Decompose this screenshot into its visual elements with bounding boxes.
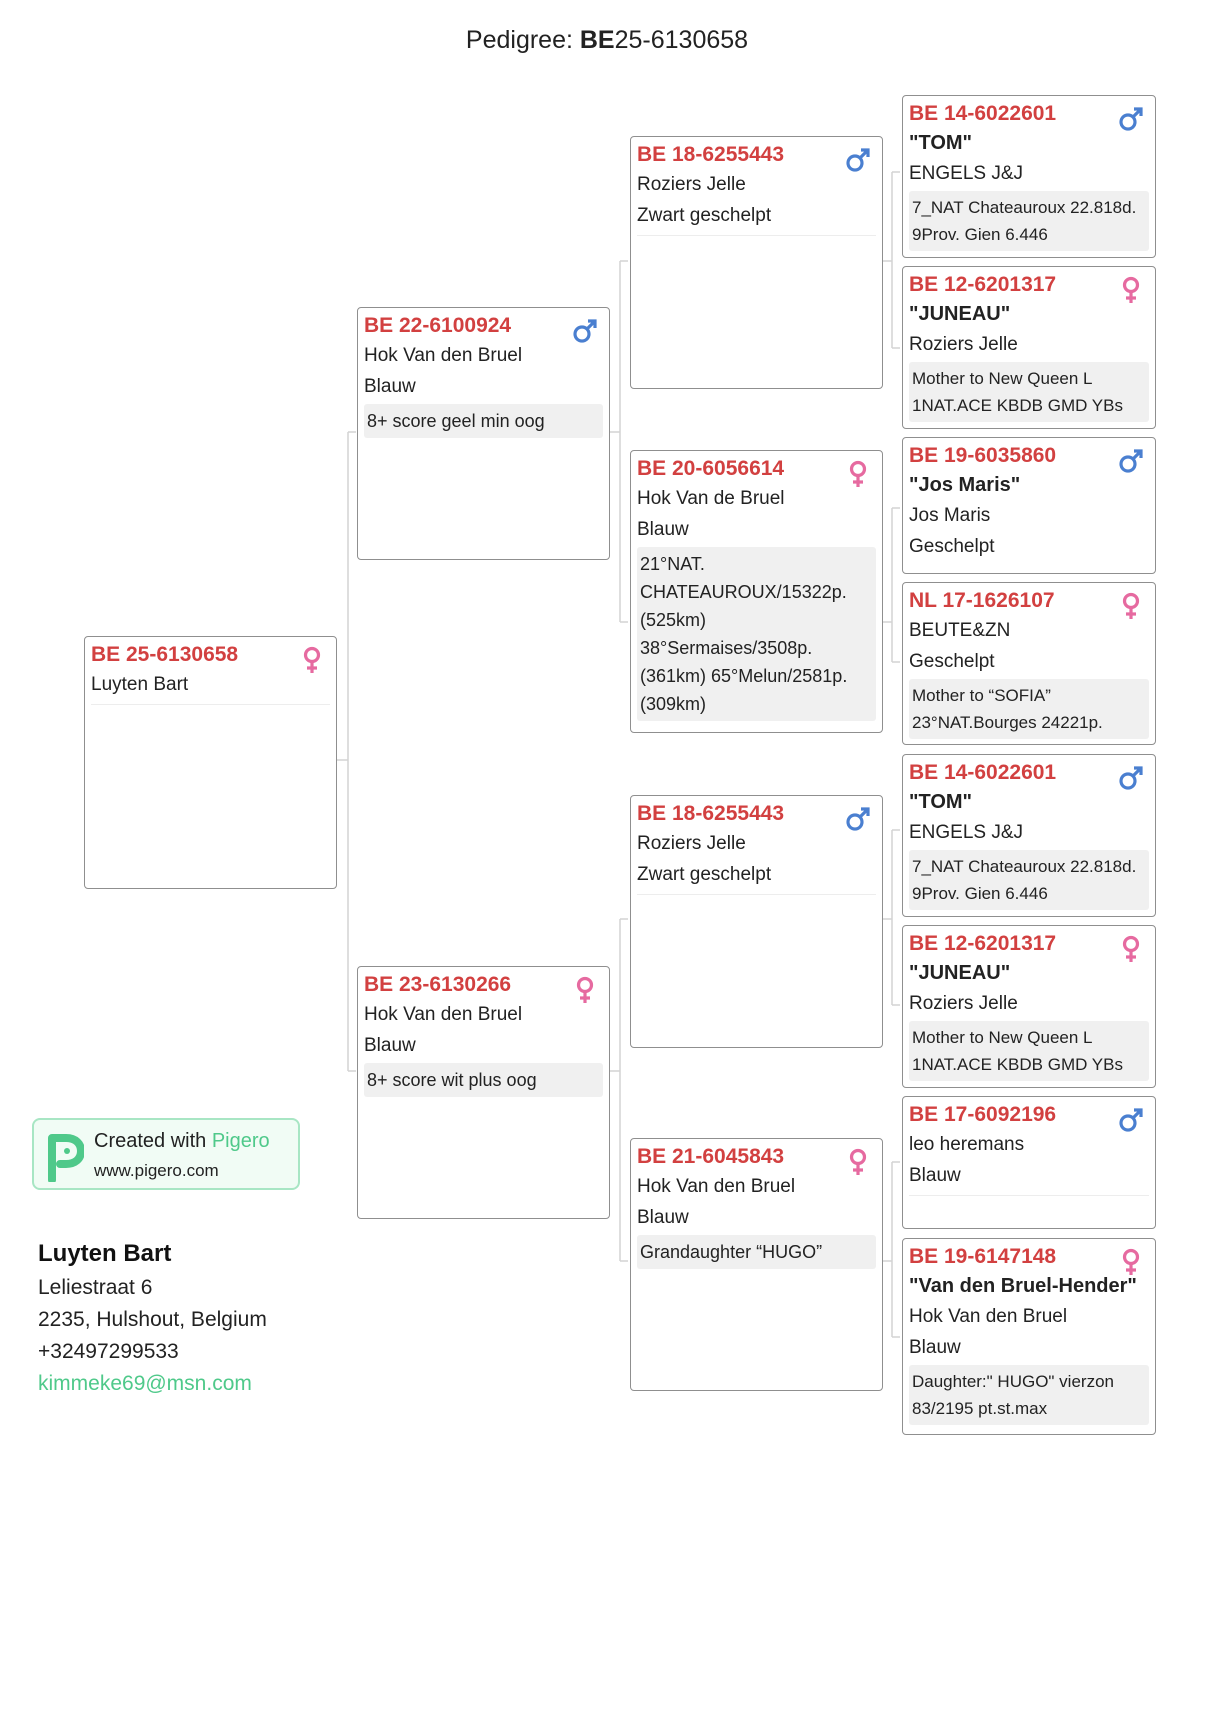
owner-line: Hok Van de Bruel (637, 488, 785, 509)
ggp-ssd-card[interactable] (902, 266, 1156, 429)
female-icon (1117, 934, 1145, 964)
owner-line: Roziers Jelle (909, 334, 1018, 355)
ring-number: BE 17-6092196 (909, 1103, 1057, 1126)
owner-phone: +32497299533 (38, 1340, 179, 1363)
color-line: Zwart geschelpt (637, 864, 772, 885)
sire-sire-card[interactable] (630, 136, 883, 389)
owner-line: ENGELS J&J (909, 163, 1024, 184)
page-title: Pedigree: BE25-6130658 (465, 26, 749, 54)
female-icon (571, 975, 599, 1005)
color-line: Blauw (364, 376, 416, 397)
owner-line: Roziers Jelle (637, 174, 746, 195)
divider (637, 894, 876, 895)
ring-number: BE 22-6100924 (364, 314, 512, 337)
divider (637, 235, 876, 236)
bird-name: "JUNEAU" (909, 303, 1011, 325)
male-icon (571, 316, 599, 346)
female-icon (1117, 1247, 1145, 1277)
male-icon (1117, 446, 1145, 476)
ring-number: BE 25-6130658 (91, 643, 239, 666)
owner-line: BEUTE&ZN (909, 620, 1011, 641)
owner-line: Hok Van den Bruel (637, 1176, 796, 1197)
color-line: Geschelpt (909, 651, 995, 672)
color-line: Blauw (637, 519, 689, 540)
owner-line: Hok Van den Bruel (364, 345, 523, 366)
note: Mother to New Queen L 1NAT.ACE KBDB GMD YBs (909, 362, 1149, 422)
subject-card[interactable] (84, 636, 337, 889)
bird-name: "Jos Maris" (909, 474, 1021, 496)
owner-line: ENGELS J&J (909, 822, 1024, 843)
ring-number: BE 19-6147148 (909, 1245, 1057, 1268)
female-icon (1117, 591, 1145, 621)
note: Mother to “SOFIA” 23°NAT.Bourges 24221p. (909, 679, 1149, 739)
bird-name: "Van den Bruel-Hender" (909, 1275, 1137, 1297)
ring-number: BE 14-6022601 (909, 761, 1057, 784)
female-icon (298, 645, 326, 675)
ring-number: BE 19-6035860 (909, 444, 1057, 467)
ring-number: BE 12-6201317 (909, 932, 1057, 955)
owner-line: Hok Van den Bruel (364, 1004, 523, 1025)
brand-link[interactable]: Pigero (211, 1130, 270, 1152)
ggp-ddd-card[interactable] (902, 1238, 1156, 1435)
bird-name: "TOM" (909, 132, 973, 154)
color-line: Geschelpt (909, 536, 995, 557)
ggp-dss-card[interactable] (902, 754, 1156, 917)
male-icon (1117, 763, 1145, 793)
dam-card[interactable] (357, 966, 610, 1219)
bird-name: "TOM" (909, 791, 973, 813)
ggp-sss-card[interactable] (902, 95, 1156, 258)
female-icon (1117, 275, 1145, 305)
divider (91, 704, 330, 705)
ring-number: BE 14-6022601 (909, 102, 1057, 125)
created-with-text: Created with Pigero (94, 1130, 270, 1152)
color-line: Blauw (909, 1337, 961, 1358)
ring-number: BE 21-6045843 (637, 1145, 785, 1168)
owner-line: leo heremans (909, 1134, 1025, 1155)
bird-name: "JUNEAU" (909, 962, 1011, 984)
dam-sire-card[interactable] (630, 795, 883, 1048)
owner-name: Luyten Bart (38, 1240, 172, 1267)
male-icon (1117, 1105, 1145, 1135)
owner-line: Roziers Jelle (909, 993, 1018, 1014)
note: 21°NAT. CHATEAUROUX/15322p.(525km) 38°Sermaises/3508p.(361km) 65°Melun/2581p.(309km) (637, 547, 876, 721)
dam-dam-card[interactable] (630, 1138, 883, 1391)
ggp-dsd-card[interactable] (902, 925, 1156, 1088)
owner-email-link[interactable]: kimmeke69@msn.com (38, 1372, 252, 1395)
ring-number: BE 12-6201317 (909, 273, 1057, 296)
male-icon (844, 145, 872, 175)
ggp-sds-card[interactable] (902, 437, 1156, 574)
note: 8+ score wit plus oog (364, 1063, 603, 1097)
note: 7_NAT Chateauroux 22.818d. 9Prov. Gien 6.446 (909, 850, 1149, 910)
color-line: Zwart geschelpt (637, 205, 772, 226)
note: 8+ score geel min oog (364, 404, 603, 438)
owner-city: 2235, Hulshout, Belgium (38, 1308, 267, 1331)
ring-number: BE 18-6255443 (637, 143, 785, 166)
sire-card[interactable] (357, 307, 610, 560)
ggp-dds-card[interactable] (902, 1096, 1156, 1229)
ring-number: BE 23-6130266 (364, 973, 512, 996)
owner-line: Hok Van den Bruel (909, 1306, 1068, 1327)
color-line: Blauw (909, 1165, 961, 1186)
ggp-sdd-card[interactable] (902, 582, 1156, 745)
male-icon (1117, 104, 1145, 134)
pigero-logo-icon (44, 1132, 84, 1182)
note: Grandaughter “HUGO” (637, 1235, 876, 1269)
divider (909, 1195, 1149, 1196)
ring-number: NL 17-1626107 (909, 589, 1055, 612)
color-line: Blauw (637, 1207, 689, 1228)
owner-block (38, 1236, 267, 1400)
owner-line: Luyten Bart (91, 674, 189, 695)
note: 7_NAT Chateauroux 22.818d. 9Prov. Gien 6.446 (909, 191, 1149, 251)
owner-street: Leliestraat 6 (38, 1276, 153, 1299)
ring-number: BE 20-6056614 (637, 457, 785, 480)
owner-line: Roziers Jelle (637, 833, 746, 854)
female-icon (844, 459, 872, 489)
website-link[interactable]: www.pigero.com (94, 1161, 219, 1180)
ring-number: BE 18-6255443 (637, 802, 785, 825)
female-icon (844, 1147, 872, 1177)
color-line: Blauw (364, 1035, 416, 1056)
note: Daughter:" HUGO" vierzon 83/2195 pt.st.max (909, 1365, 1149, 1425)
sire-dam-card[interactable] (630, 450, 883, 733)
note: Mother to New Queen L 1NAT.ACE KBDB GMD YBs (909, 1021, 1149, 1081)
owner-line: Jos Maris (909, 505, 991, 526)
male-icon (844, 804, 872, 834)
pigero-branding[interactable] (32, 1118, 300, 1190)
